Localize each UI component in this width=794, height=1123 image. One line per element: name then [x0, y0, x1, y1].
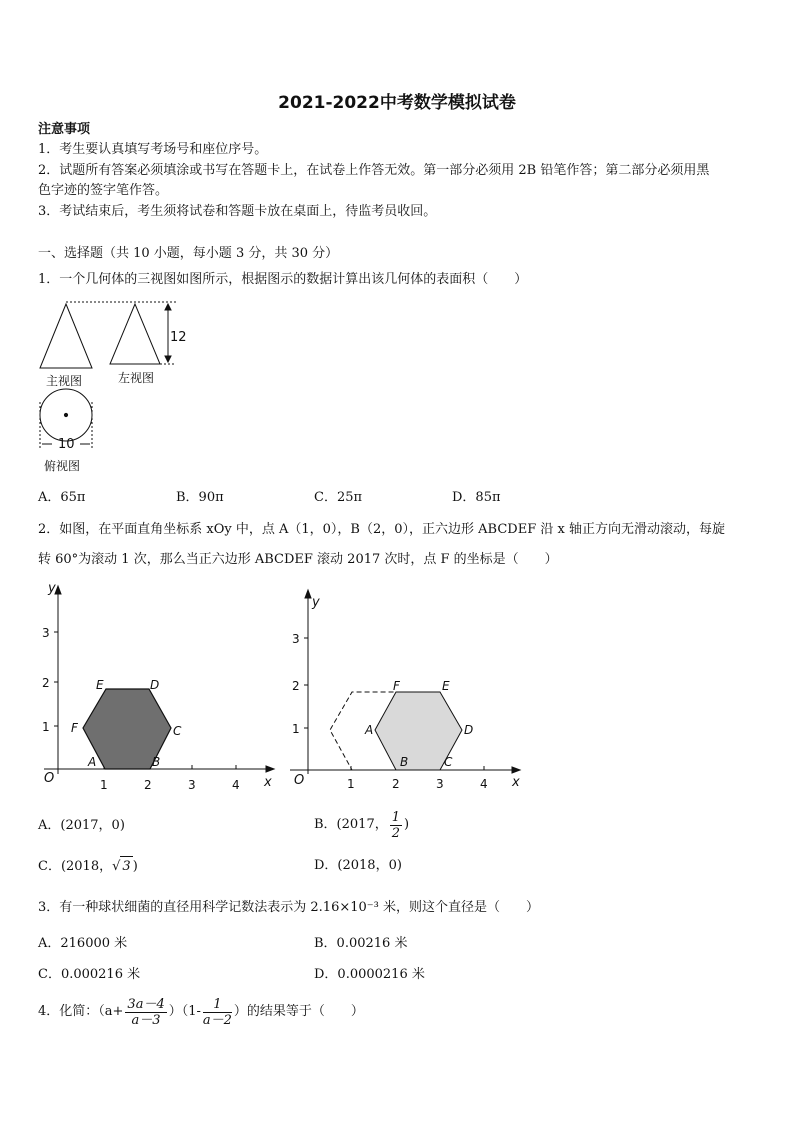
q4-prefix: 4．化简：（a+ [38, 1004, 124, 1019]
fraction [203, 997, 232, 1028]
vertex-label-d: D [464, 723, 474, 737]
q1-option-a: A．65π [38, 490, 86, 505]
q3-option-d: D．0.0000216 米 [314, 967, 425, 982]
x-tick: 4 [232, 778, 240, 792]
vertex-label-f: F [71, 721, 78, 735]
q1-option-b: B．90π [176, 490, 224, 505]
q3-option-a: A．216000 米 [38, 936, 128, 951]
q4-middle: ）（1- [168, 1004, 201, 1019]
notice-item: 2．试题所有答案必须填涂或书写在答题卡上，在试卷上作答无效。第一部分必须用 2B 铅笔作答；第二部分必须用黑 [38, 163, 710, 178]
fraction-denominator: a－2 [202, 1012, 232, 1028]
origin-label: O [294, 773, 305, 788]
q2-stem-line1: 2．如图，在平面直角坐标系 xOy 中，点 A（1，0），B（2，0），正六边形 ABCDEF 沿 x 轴正方向无滑动滚动，每旋 [38, 522, 725, 537]
notice-heading: 注意事项 [38, 122, 91, 137]
y-tick: 2 [42, 676, 50, 690]
q2-figure-right [280, 588, 530, 798]
y-tick: 1 [292, 722, 300, 736]
q1-three-views-figure [30, 296, 190, 476]
vertex-label-f: F [393, 679, 400, 693]
fraction [125, 997, 166, 1028]
notice-item: 3．考试结束后，考生须将试卷和答题卡放在桌面上，待监考员收回。 [38, 204, 437, 219]
q2-option-c-suffix: ) [132, 859, 138, 874]
fraction-numerator: 3a－4 [127, 996, 165, 1012]
x-tick: 3 [436, 777, 444, 791]
vertex-label-b: B [400, 755, 409, 769]
q4-stem [38, 992, 364, 1032]
fraction [390, 810, 402, 841]
notice-item: 1．考生要认真填写考场号和座位序号。 [38, 142, 268, 157]
height-label: 12 [170, 330, 187, 345]
y-tick: 3 [292, 632, 300, 646]
sqrt-value: 3 [120, 856, 132, 877]
x-axis-label: x [512, 775, 520, 790]
x-axis-label: x [264, 775, 272, 790]
q2-option-b-prefix: B．(2017， [314, 817, 388, 832]
q2-stem-line2: 转 60°为滚动 1 次，那么当正六边形 ABCDEF 滚动 2017 次时，点 F 的坐标是（ ） [38, 552, 558, 567]
section-heading: 一、选择题（共 10 小题，每小题 3 分，共 30 分） [38, 246, 339, 261]
q3-option-b: B．0.00216 米 [314, 936, 408, 951]
fraction-numerator: 1 [203, 997, 232, 1013]
left-view-triangle [110, 304, 160, 364]
x-tick: 2 [392, 777, 400, 791]
q4-suffix: ）的结果等于（ ） [233, 1004, 364, 1019]
page-title: 2021-2022中考数学模拟试卷 [278, 93, 516, 113]
vertex-label-c: C [444, 755, 453, 769]
front-view-triangle [40, 304, 92, 368]
q2-figure-left [30, 584, 280, 798]
sqrt-sign: √ [112, 859, 121, 874]
q2-option-b-suffix: ) [404, 817, 410, 832]
left-view-label: 左视图 [118, 371, 155, 385]
x-tick: 1 [100, 778, 108, 792]
q2-option-c-prefix: C．(2018， [38, 859, 113, 874]
q2-option-b [314, 805, 409, 845]
notice-item: 色字迹的签字笔作答。 [38, 183, 169, 198]
vertex-label-a: A [365, 723, 374, 737]
q1-option-c: C．25π [314, 490, 363, 505]
y-axis-label: y [312, 595, 320, 610]
vertex-label-e: E [442, 679, 450, 693]
q1-stem: 1．一个几何体的三视图如图所示，根据图示的数据计算出该几何体的表面积（ ） [38, 272, 528, 287]
x-tick: 2 [144, 778, 152, 792]
x-tick: 1 [347, 777, 355, 791]
vertex-label-d: D [150, 678, 160, 692]
vertex-label-b: B [152, 755, 161, 769]
fraction-numerator: 1 [391, 809, 400, 825]
origin-label: O [44, 771, 55, 786]
q3-option-c: C．0.000216 米 [38, 967, 141, 982]
vertex-label-c: C [173, 724, 182, 738]
y-axis-label: y [48, 584, 56, 596]
front-view-label: 主视图 [46, 374, 83, 388]
fraction-denominator: a－3 [131, 1012, 161, 1028]
x-tick: 3 [188, 778, 196, 792]
vertex-label-a: A [88, 755, 97, 769]
top-view-label: 俯视图 [44, 459, 81, 473]
q2-option-a: A．(2017，0) [38, 818, 125, 833]
y-tick: 2 [292, 679, 300, 693]
fraction-denominator: 2 [391, 825, 400, 841]
q1-option-d: D．85π [452, 490, 501, 505]
q2-option-d: D．(2018，0) [314, 858, 402, 873]
q2-option-c [38, 856, 138, 877]
y-tick: 1 [42, 720, 50, 734]
diameter-label: 10 [58, 437, 75, 452]
vertex-label-e: E [96, 678, 104, 692]
q3-stem: 3．有一种球状细菌的直径用科学记数法表示为 2.16×10⁻³ 米，则这个直径是（ ） [38, 900, 539, 915]
x-tick: 4 [480, 777, 488, 791]
y-tick: 3 [42, 626, 50, 640]
